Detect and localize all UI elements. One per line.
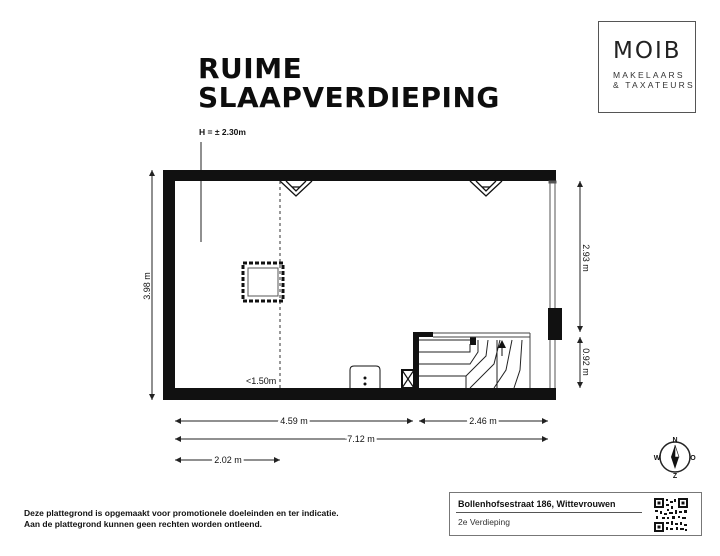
dimension-left-height-label: 3.98 m <box>142 272 152 300</box>
address-divider <box>456 512 642 513</box>
address-street: Bollenhofsestraat 186, Wittevrouwen <box>458 499 616 509</box>
closet-x <box>402 370 414 388</box>
window-right <box>549 181 556 388</box>
low-ceiling-label: <1.50m <box>246 376 277 386</box>
logo-tagline-2: & TAXATEURS <box>613 80 695 90</box>
stair-post <box>470 337 476 345</box>
dimension-right-upper-label: 2.93 m <box>581 244 591 272</box>
stair-wall-top <box>413 332 433 337</box>
logo-tagline-1: MAKELAARS <box>613 70 685 80</box>
address-floor: 2e Verdieping <box>458 517 510 527</box>
dimension-sub-width-label: 2.02 m <box>214 455 242 465</box>
dimension-total-width-label: 7.12 m <box>347 434 375 444</box>
compass-east-label: O <box>690 455 696 462</box>
skylight-right <box>470 181 502 196</box>
dimension-bottom-right-label: 2.46 m <box>469 416 497 426</box>
compass-south-label: Z <box>672 473 678 480</box>
ceiling-height-label: H = ± 2.30m <box>199 127 246 137</box>
wall-bottom <box>163 388 556 400</box>
dimension-right-lower-label: 0.92 m <box>581 348 591 376</box>
wall-left <box>163 170 175 400</box>
compass-west-label: W <box>653 455 661 462</box>
disclaimer-line-2: Aan de plattegrond kunnen geen rechten worden ontleend. <box>24 519 263 529</box>
compass-north-label: N <box>672 437 678 444</box>
staircase <box>419 340 522 388</box>
compass-icon <box>660 442 690 472</box>
washbasin <box>350 366 380 388</box>
disclaimer-line-1: Deze plattegrond is opgemaakt voor promotionele doeleinden en ter indicatie. <box>24 508 339 518</box>
roof-hatch <box>243 263 283 301</box>
disclaimer <box>24 508 339 530</box>
qr-code-icon <box>654 498 688 532</box>
title-line-2: SLAAPVERDIEPING <box>198 81 500 114</box>
skylight-left <box>280 181 312 196</box>
title-line-1: RUIME <box>198 52 303 85</box>
stair-enclosure <box>413 332 476 390</box>
wall-top <box>163 170 556 181</box>
logo-brand: MOIB <box>613 38 682 64</box>
dimension-bottom-left-label: 4.59 m <box>280 416 308 426</box>
wall-right-pier <box>548 308 562 340</box>
